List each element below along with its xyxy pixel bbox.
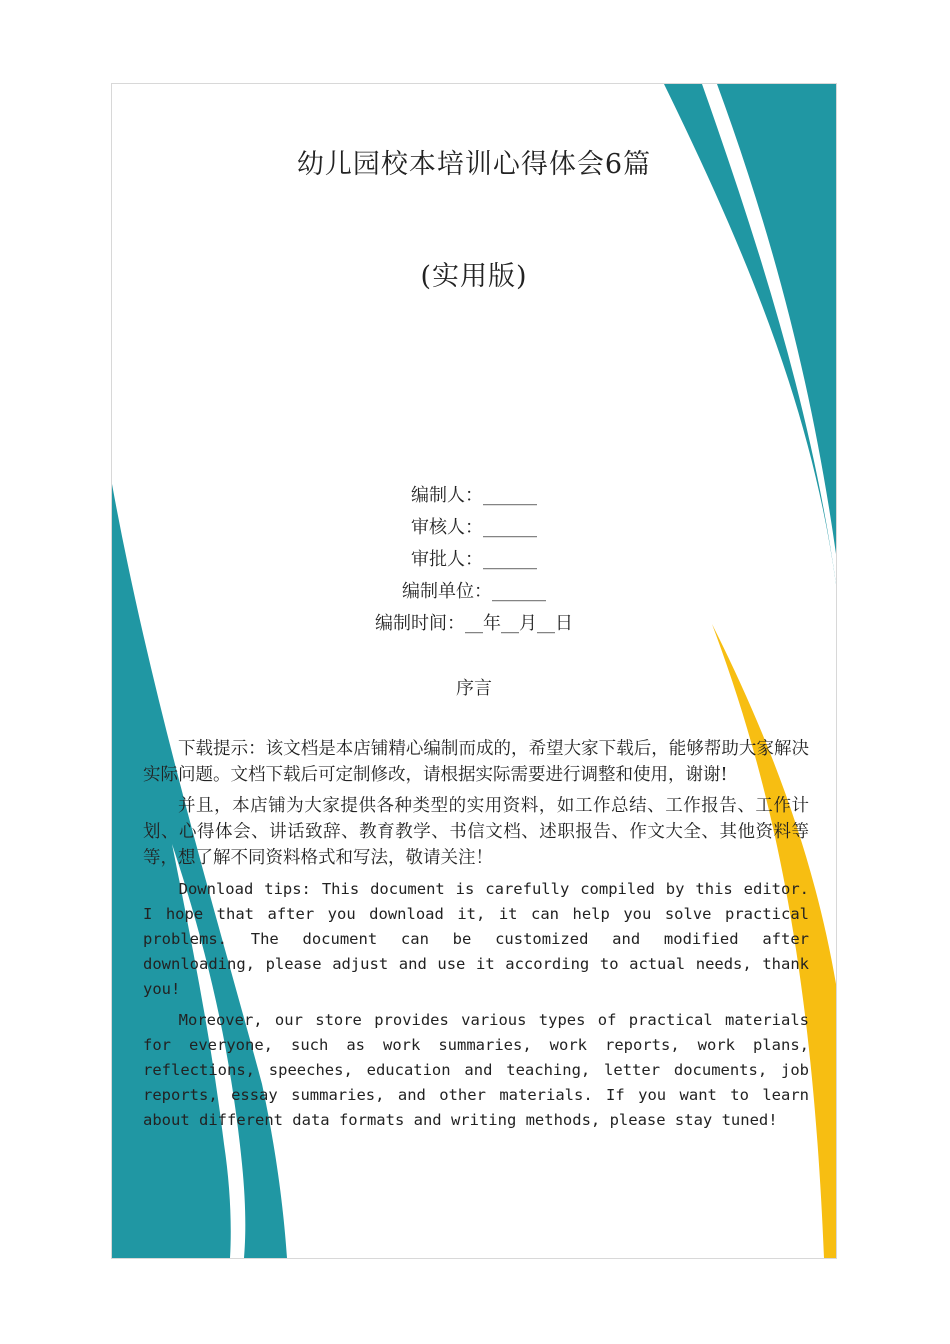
document-subtitle: (实用版)	[420, 261, 528, 292]
meta-approver: 审批人：______	[411, 549, 537, 570]
paragraph-cn-materials: 并且，本店铺为大家提供各种类型的实用资料，如工作总结、工作报告、工作计划、心得体会、讲话致辞、教育教学、书信文档、述职报告、作文大全、其他资料等等，想了解不同资料格式和写法，敬请关注！	[143, 796, 809, 868]
paragraph-en-materials: Moreover, our store provides various types of practical materials for everyone, such as work summaries, work reports, work plans, reflections, speeches, education and teaching, letter documents, job reports, essay summaries, and other materials. If you want to learn about different data formats and writing methods, please stay tuned!	[143, 1011, 809, 1129]
meta-reviewer: 审核人：______	[411, 517, 537, 538]
meta-unit: 编制单位：______	[402, 581, 546, 602]
meta-block	[112, 480, 836, 640]
paragraph-cn-download-tips: 下载提示：该文档是本店铺精心编制而成的，希望大家下载后，能够帮助大家解决实际问题。文档下载后可定制修改，请根据实际需要进行调整和使用，谢谢!	[143, 739, 809, 785]
meta-time: 编制时间：__年__月__日	[375, 613, 573, 634]
document-body	[143, 736, 809, 1139]
document-page	[111, 83, 837, 1259]
document-title: 幼儿园校本培训心得体会6篇	[296, 149, 652, 180]
paragraph-en-download-tips: Download tips: This document is carefully compiled by this editor. I hope that after you download it, it can help you solve practical problems. The document can be customized and modified after downloading, please adjust and use it according to actual needs, thank you!	[143, 880, 809, 998]
meta-editor: 编制人：______	[411, 485, 537, 506]
preface-title: 序言	[456, 678, 492, 699]
